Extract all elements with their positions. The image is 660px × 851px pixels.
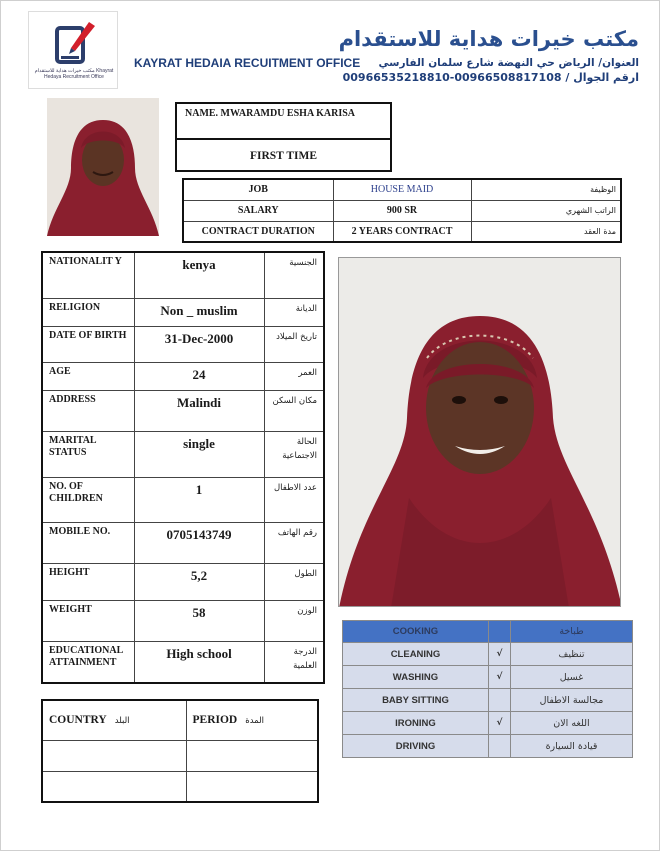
job-table	[182, 178, 622, 243]
dob-label-ar: تاريخ الميلاد	[264, 326, 324, 362]
children-value: 1	[134, 477, 264, 522]
skill-check: √	[489, 643, 511, 666]
info-row-children	[42, 477, 324, 522]
dob-value: 31-Dec-2000	[134, 326, 264, 362]
salary-value: 900 SR	[333, 200, 471, 221]
education-label: EDUCATIONAL ATTAINMENT	[42, 641, 134, 683]
experience-row	[42, 740, 318, 771]
age-value: 24	[134, 362, 264, 390]
info-row-mobile	[42, 522, 324, 563]
weight-label-ar: الوزن	[264, 600, 324, 641]
skill-label: BABY SITTING	[343, 689, 489, 712]
skill-label: CLEANING	[343, 643, 489, 666]
skill-check	[489, 735, 511, 758]
skill-label-ar: طباخة	[511, 621, 633, 643]
address-label: ADDRESS	[42, 390, 134, 431]
nationality-value: kenya	[134, 252, 264, 298]
info-row-education	[42, 641, 324, 683]
salary-label: SALARY	[183, 200, 333, 221]
period-header	[186, 700, 318, 740]
office-phones: 00966535218810-00966508817108 / ارقم الجوال	[342, 71, 639, 84]
weight-value: 58	[134, 600, 264, 641]
name-box	[175, 102, 392, 172]
skill-label-ar: غسيل	[511, 666, 633, 689]
skill-row-baby-sitting	[343, 689, 633, 712]
marital-label-ar: الحالة الاجتماعية	[264, 431, 324, 477]
religion-label: RELIGION	[42, 298, 134, 326]
job-row	[183, 179, 621, 200]
salary-label-ar: الراتب الشهري	[471, 200, 621, 221]
address-label-ar: مكان السكن	[264, 390, 324, 431]
experience-country-cell	[42, 740, 186, 771]
candidate-name: NAME. MWARAMDU ESHA KARISA	[177, 104, 390, 140]
skill-row-cleaning	[343, 643, 633, 666]
info-row-religion	[42, 298, 324, 326]
info-row-weight	[42, 600, 324, 641]
job-value: HOUSE MAID	[333, 179, 471, 200]
info-row-address	[42, 390, 324, 431]
height-value: 5,2	[134, 563, 264, 600]
height-label-ar: الطول	[264, 563, 324, 600]
country-header	[42, 700, 186, 740]
period-label-ar: المدة	[245, 716, 265, 727]
skill-check	[489, 621, 511, 643]
office-name-ar: مكتب خيرات هداية للاستقدام	[338, 27, 639, 51]
pen-document-icon	[49, 18, 99, 66]
job-label-ar: الوظيفة	[471, 179, 621, 200]
experience-row	[42, 771, 318, 802]
age-label: AGE	[42, 362, 134, 390]
skill-check	[489, 689, 511, 712]
country-label: COUNTRY	[49, 714, 107, 727]
nationality-label-ar: الجنسية	[264, 252, 324, 298]
candidate-status: FIRST TIME	[249, 150, 317, 162]
religion-label-ar: الديانة	[264, 298, 324, 326]
skill-check: √	[489, 712, 511, 735]
country-label-ar: البلد	[114, 716, 130, 727]
info-row-marital	[42, 431, 324, 477]
marital-value: single	[134, 431, 264, 477]
skill-label-ar: اللغه الان	[511, 712, 633, 735]
dob-label: DATE OF BIRTH	[42, 326, 134, 362]
education-value: High school	[134, 641, 264, 683]
info-row-height	[42, 563, 324, 600]
mobile-label-ar: رقم الهاتف	[264, 522, 324, 563]
weight-label: WEIGHT	[42, 600, 134, 641]
address-value: Malindi	[134, 390, 264, 431]
office-name-en: KAYRAT HEDAIA RECUITMENT OFFICE	[134, 56, 361, 70]
experience-table	[41, 699, 319, 803]
contract-row	[183, 221, 621, 242]
office-address: العنوان/ الرياض حي النهضة شارع سلمان الفارسي	[378, 57, 639, 69]
children-label-ar: عدد الاطفال	[264, 477, 324, 522]
skills-table	[342, 620, 633, 758]
skill-label: COOKING	[343, 621, 489, 643]
period-label: PERIOD	[192, 714, 238, 727]
contract-label-ar: مدة العقد	[471, 221, 621, 242]
skill-row-washing	[343, 666, 633, 689]
candidate-photo-large	[338, 257, 621, 607]
skill-label-ar: تنظيف	[511, 643, 633, 666]
skill-label-ar: قيادة السيارة	[511, 735, 633, 758]
info-row-age	[42, 362, 324, 390]
skill-row-ironing	[343, 712, 633, 735]
experience-country-cell	[42, 771, 186, 802]
skill-row-driving	[343, 735, 633, 758]
nationality-label: NATIONALIT Y	[42, 252, 134, 298]
info-row-dob	[42, 326, 324, 362]
personal-info-table	[41, 251, 325, 684]
candidate-photo-small	[47, 98, 159, 236]
mobile-value: 0705143749	[134, 522, 264, 563]
contract-label: CONTRACT DURATION	[183, 221, 333, 242]
education-label-ar: الدرجة العلمية	[264, 641, 324, 683]
experience-header-row	[42, 700, 318, 740]
children-label: NO. OF CHILDREN	[42, 477, 134, 522]
skill-label-ar: مجالسة الاطفال	[511, 689, 633, 712]
skill-label: WASHING	[343, 666, 489, 689]
job-label: JOB	[183, 179, 333, 200]
skill-row-cooking	[343, 621, 633, 643]
logo-text: مكتب خيرات هداية للاستقدام Khayrat Hedaya Recruitment Office	[34, 68, 114, 80]
religion-value: Non _ muslim	[134, 298, 264, 326]
age-label-ar: العمر	[264, 362, 324, 390]
experience-period-cell	[186, 771, 318, 802]
experience-period-cell	[186, 740, 318, 771]
contract-value: 2 YEARS CONTRACT	[333, 221, 471, 242]
height-label: HEIGHT	[42, 563, 134, 600]
skill-label: DRIVING	[343, 735, 489, 758]
mobile-label: MOBILE NO.	[42, 522, 134, 563]
marital-label: MARITAL STATUS	[42, 431, 134, 477]
info-row-nationality	[42, 252, 324, 298]
office-logo	[28, 11, 118, 89]
skill-check: √	[489, 666, 511, 689]
salary-row	[183, 200, 621, 221]
skill-label: IRONING	[343, 712, 489, 735]
